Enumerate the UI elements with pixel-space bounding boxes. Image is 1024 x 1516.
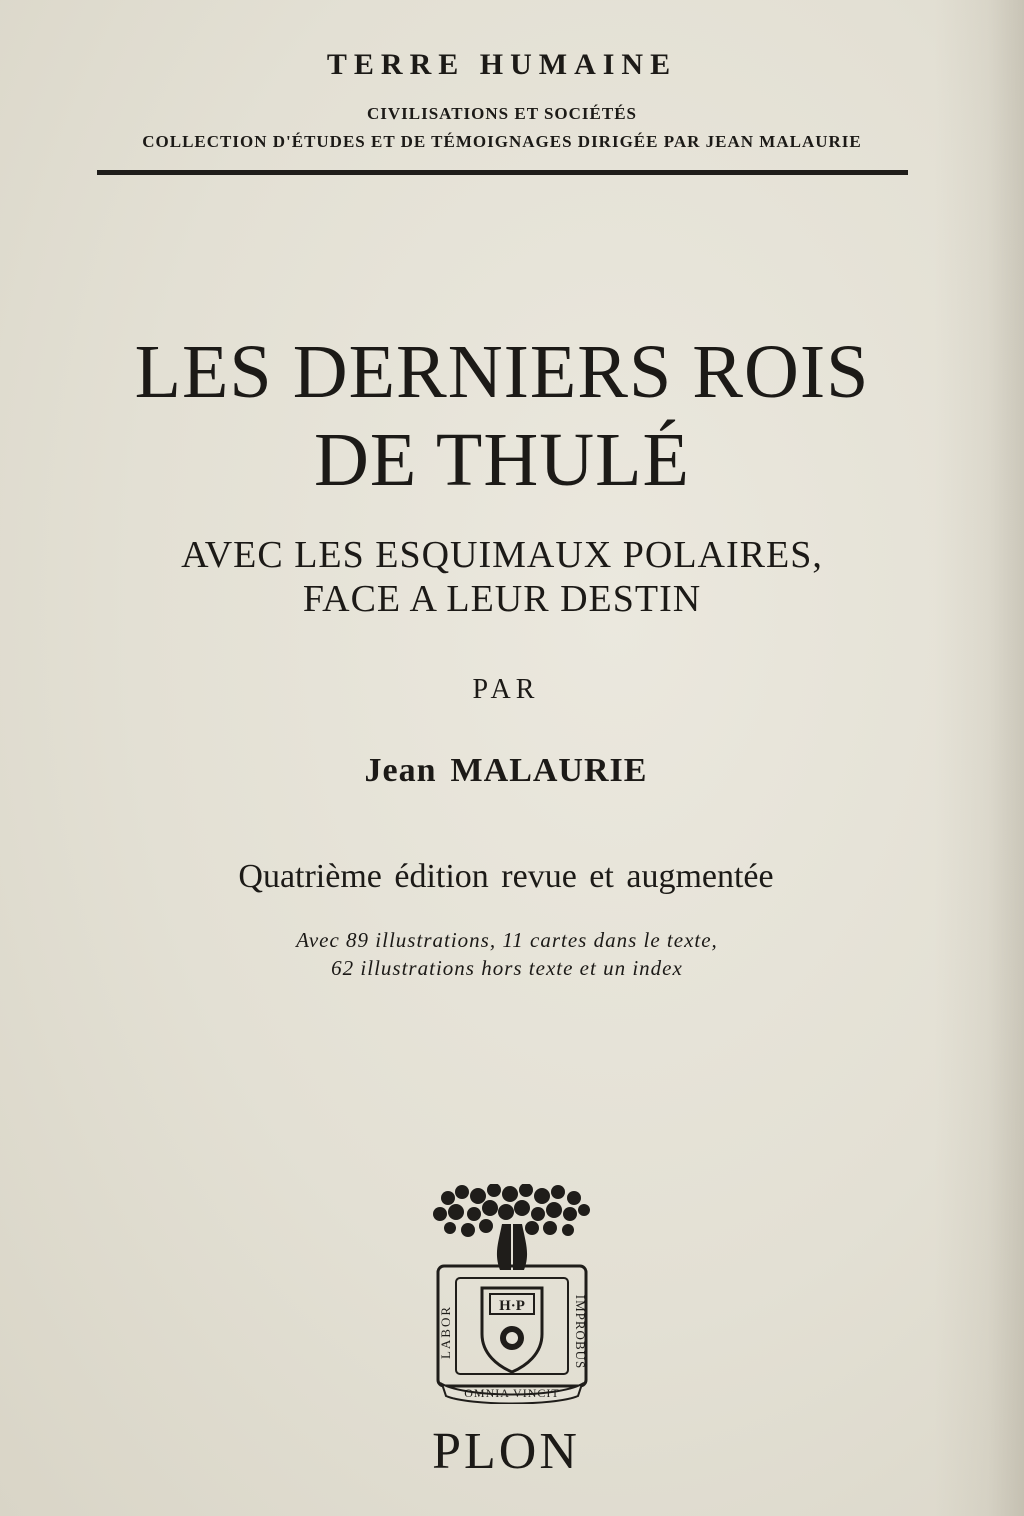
emblem-motto-right: IMPROBUS — [573, 1294, 588, 1370]
book-subtitle — [0, 533, 1004, 621]
author-first-name: Jean — [364, 752, 437, 789]
by-label: PAR — [472, 674, 540, 705]
publisher-name: PLON — [432, 1423, 580, 1480]
series-title: TERRE HUMAINE — [326, 48, 678, 81]
illustrations-line-2: 62 illustrations hors texte et un index — [331, 956, 683, 980]
book-title-line-1: LES DERNIERS ROIS — [134, 330, 870, 414]
book-title — [0, 328, 1004, 504]
emblem-motto-bottom: OMNIA VINCIT — [464, 1386, 560, 1400]
emblem-motto-left: LABOR — [438, 1304, 453, 1360]
book-title-line-2: DE THULÉ — [314, 418, 690, 502]
emblem-initials: H·P — [499, 1298, 525, 1314]
series-subtitle: CIVILISATIONS ET SOCIÉTÉS — [366, 104, 638, 123]
author-name — [0, 752, 1012, 790]
header-rule — [97, 170, 908, 175]
author-last-name: MALAURIE — [450, 752, 648, 789]
edition-note: Quatrième édition revue et augmentée — [238, 858, 774, 895]
book-subtitle-line-1: AVEC LES ESQUIMAUX POLAIRES, — [181, 534, 823, 576]
publisher-emblem — [428, 1184, 596, 1404]
illustrations-note — [0, 926, 1014, 982]
illustrations-line-1: Avec 89 illustrations, 11 cartes dans le texte, — [296, 928, 718, 952]
book-subtitle-line-2: FACE A LEUR DESTIN — [302, 578, 702, 620]
series-collection: COLLECTION D'ÉTUDES ET DE TÉMOIGNAGES DIRIGÉE PAR JEAN MALAURIE — [142, 132, 862, 151]
